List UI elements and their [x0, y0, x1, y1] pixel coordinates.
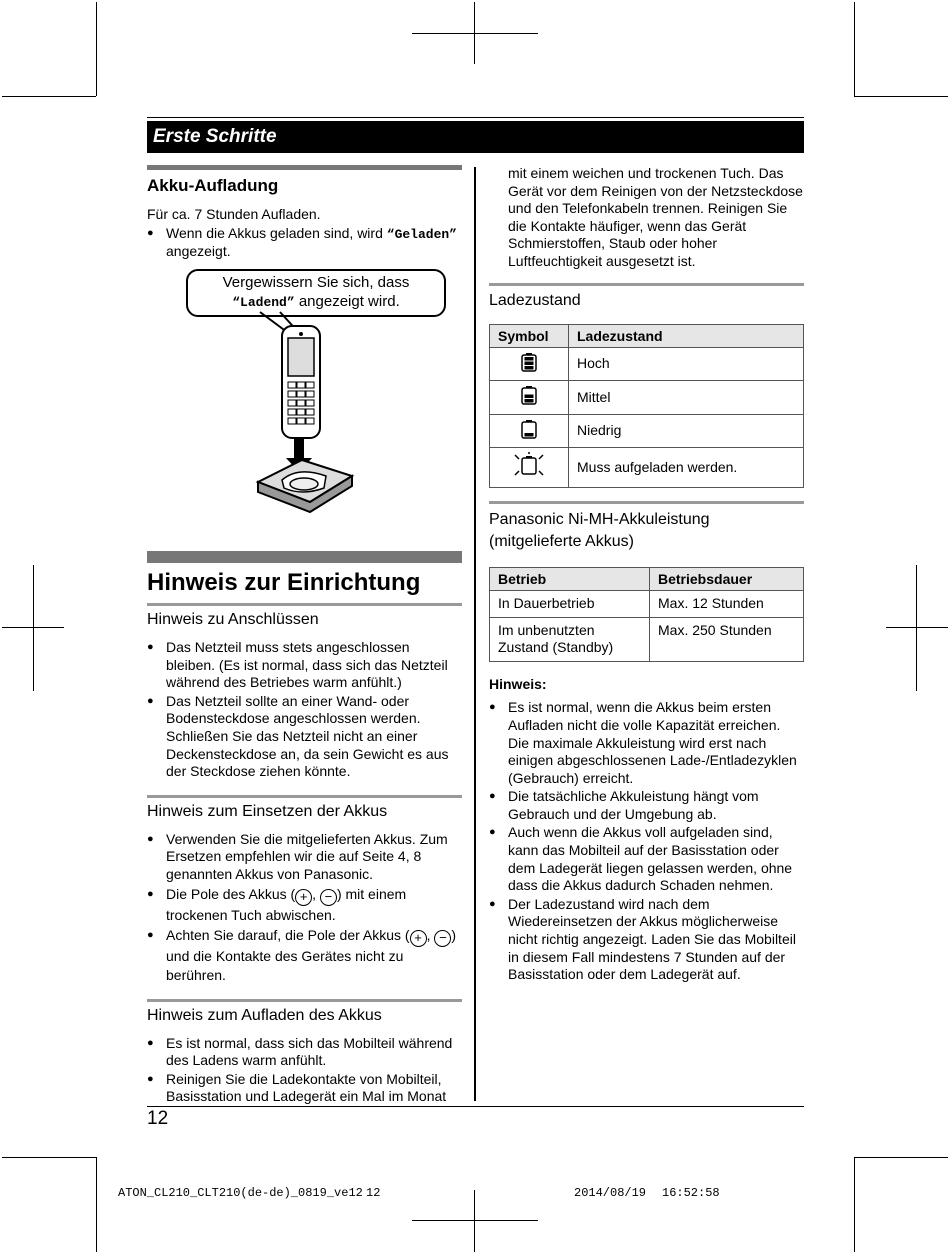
sub-bar: [147, 603, 462, 606]
list-item: ● Auch wenn die Akkus voll aufgeladen sind, kann das Mobilteil auf der Basisstation oder dem Ladegerät liegen gelassen werden, ohne dass die Akkus dadurch Schaden nehmen.: [489, 824, 804, 894]
continuation-text: mit einem weichen und trockenen Tuch. Das Gerät vor dem Reinigen von der Netzsteckdose und den Telefonkabeln trennen. Reinigen Sie die Kontakte häufiger, wenn das Gerät Schmierstoffen, Staub oder hoher Luftfeuchtigkeit ausgesetzt ist.: [508, 165, 803, 269]
table-header: Ladezustand: [569, 324, 804, 347]
table-cell: Mittel: [569, 381, 804, 415]
akku-bullet: ● Wenn die Akkus geladen sind, wird “Geladen” angezeigt.: [147, 225, 462, 261]
crop-mark: [916, 565, 917, 691]
crop-mark: [854, 1157, 948, 1158]
table-cell: [490, 448, 569, 488]
footer-page: 12: [366, 1186, 381, 1200]
table-row: [490, 381, 804, 415]
list-item: ● Es ist normal, dass sich das Mobilteil während des Ladens warm anfühlt.: [147, 1035, 462, 1070]
table-row: [490, 347, 804, 381]
battery-level-icon: [519, 384, 539, 406]
list-item: ● Die Pole des Akkus ( + , − ) mit einem trockenen Tuch abwischen.: [147, 885, 462, 925]
crop-mark: [96, 1157, 97, 1252]
table-row: [490, 617, 804, 661]
anschluesse-heading: Hinweis zu Anschlüssen: [147, 611, 319, 628]
list-item: ● Verwenden Sie die mitgelieferten Akkus. Zum Ersetzen empfehlen wir die auf Seite 4, 8 genannten Akkus von Panasonic.: [147, 831, 462, 884]
einrichtung-heading: Hinweis zur Einrichtung: [147, 569, 421, 596]
section-bar: [147, 165, 462, 170]
hinweis-label: Hinweis:: [489, 675, 547, 692]
akku-section: [147, 165, 462, 262]
crop-mark: [33, 565, 34, 691]
crop-mark: [2, 96, 96, 97]
list-item: ● Reinigen Sie die Ladekontakte von Mobilteil, Basisstation und Ladegerät ein Mal im Monat: [147, 1071, 462, 1106]
battery-level-icon: [519, 418, 539, 440]
table-header: Betrieb: [490, 567, 650, 590]
list-item: ● Das Netzteil muss stets angeschlossen bleiben. (Es ist normal, dass sich das Netzteil während des Betriebes warm anfühlt.): [147, 639, 462, 692]
list-item: ● Der Ladezustand wird nach dem Wiedereinsetzen der Akkus möglicherweise nicht richtig angezeigt. Laden Sie das Mobilteil in diesem Fall mindestens 7 Stunden auf der Basisstation oder dem Ladegerät auf.: [489, 896, 804, 984]
ladezustand-table: [489, 324, 804, 488]
einrichtung-section: [147, 551, 462, 1107]
crop-mark: [412, 1220, 538, 1221]
table-cell: Max. 250 Stunden: [650, 617, 804, 661]
table-row: [490, 414, 804, 448]
section-header: [147, 121, 804, 153]
battery-level-icon: [519, 351, 539, 373]
crop-mark: [854, 2, 855, 96]
plus-pole-icon: +: [295, 889, 312, 906]
crop-mark: [96, 2, 97, 96]
sub-bar: [147, 795, 462, 798]
minus-pole-icon: −: [320, 889, 337, 906]
crop-mark: [412, 33, 538, 34]
column-divider: [474, 167, 476, 1101]
section-bar: [147, 551, 462, 563]
crop-mark: [474, 1190, 475, 1252]
leistung-table: [489, 567, 804, 662]
right-column: [489, 165, 804, 985]
crop-mark: [854, 96, 948, 97]
display-text: “Ladend”: [232, 295, 295, 310]
footer-date: 2014/08/19: [574, 1186, 647, 1200]
display-text: “Geladen”: [386, 226, 457, 242]
table-row: [490, 590, 804, 617]
section-title: Erste Schritte: [153, 126, 277, 147]
callout-text: Vergewissern Sie sich, dass “Ladend” angezeigt wird.: [222, 274, 410, 310]
footer-file: ATON_CL210_CLT210(de-de)_0819_ve12: [118, 1186, 363, 1200]
ladezustand-heading: Ladezustand: [489, 291, 581, 309]
bottom-rule: [147, 1106, 804, 1107]
table-header: Symbol: [490, 324, 569, 347]
plus-pole-icon: +: [410, 930, 427, 947]
leistung-heading: Panasonic Ni-MH-Akkuleistung (mitgelieferte Akkus): [489, 510, 710, 550]
table-row: [490, 448, 804, 488]
akku-intro: Für ca. 7 Stunden Aufladen.: [147, 206, 321, 222]
sub-bar: [147, 999, 462, 1002]
sub-bar: [489, 283, 804, 286]
table-cell: Max. 12 Stunden: [650, 590, 804, 617]
sub-bar: [489, 501, 804, 504]
list-item: ● Die tatsächliche Akkuleistung hängt vom Gebrauch und der Umgebung ab.: [489, 788, 804, 823]
list-item: ● Das Netzteil sollte an einer Wand- oder Bodensteckdose angeschlossen werden. Schließen Sie das Netzteil nicht an einer Deckensteckdose an, da sein Gewicht es aus der Steckdose ziehen könnte.: [147, 693, 462, 781]
table-cell: [490, 347, 569, 381]
aufladen-heading: Hinweis zum Aufladen des Akkus: [147, 1006, 382, 1024]
table-cell: In Dauerbetrieb: [490, 590, 650, 617]
table-cell: [490, 414, 569, 448]
table-cell: Muss aufgeladen werden.: [569, 448, 804, 488]
battery-empty-blinking-icon: [512, 452, 546, 478]
list-item: ● Achten Sie darauf, die Pole der Akkus ( + , − ) und die Kontakte des Gerätes nicht zu berühren.: [147, 926, 462, 985]
table-cell: Im unbenutzten Zustand (Standby): [490, 617, 650, 661]
table-cell: [490, 381, 569, 415]
table-cell: Niedrig: [569, 414, 804, 448]
table-cell: Hoch: [569, 347, 804, 381]
table-header: Betriebsdauer: [650, 567, 804, 590]
crop-mark: [2, 1157, 96, 1158]
minus-pole-icon: −: [434, 930, 451, 947]
crop-mark: [886, 627, 948, 628]
page-number: 12: [147, 1108, 169, 1129]
footer-time: 16:52:58: [662, 1186, 720, 1200]
list-item: ● Es ist normal, wenn die Akkus beim ersten Aufladen nicht die volle Kapazität erreichen. Die maximale Akkuleistung wird erst nach einigen abgeschlossenen Lade-/Entladezyklen (Gebrauch) erreicht.: [489, 699, 804, 787]
akku-heading: Akku-Aufladung: [147, 176, 279, 195]
handset-charger-illustration: [240, 310, 370, 520]
crop-mark: [2, 627, 64, 628]
crop-mark: [854, 1157, 855, 1252]
einsetzen-heading: Hinweis zum Einsetzen der Akkus: [147, 802, 388, 820]
